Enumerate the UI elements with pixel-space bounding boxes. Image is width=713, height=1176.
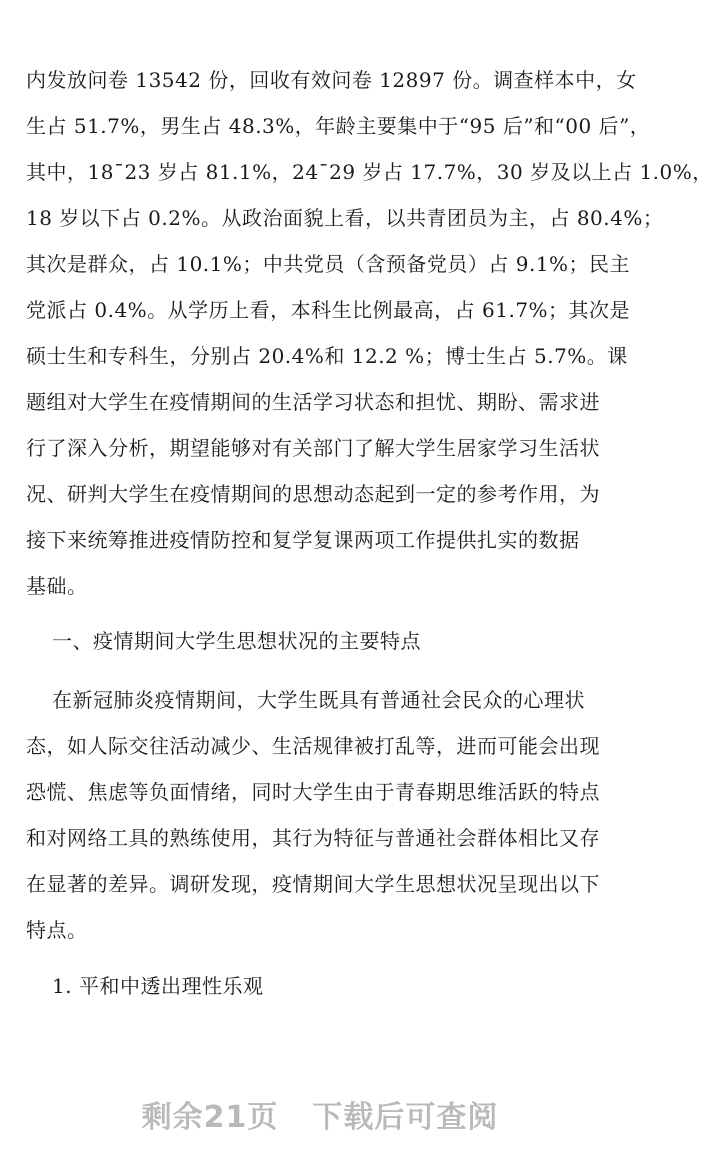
download-banner[interactable] bbox=[0, 1092, 640, 1136]
paragraph-line: 党派占 0.4%。从学历上看，本科生比例最高，占 61.7%；其次是 bbox=[26, 298, 631, 322]
paragraph-line: 基础。 bbox=[26, 574, 88, 598]
section-heading: 一、疫情期间大学生思想状况的主要特点 bbox=[52, 629, 421, 653]
paragraph-line: 态，如人际交往活动减少、生活规律被打乱等，进而可能会出现 bbox=[26, 734, 600, 758]
paragraph-line: 18 岁以下占 0.2%。从政治面貌上看，以共青团员为主，占 80.4%； bbox=[26, 206, 664, 230]
paragraph-line: 其次是群众，占 10.1%；中共党员（含预备党员）占 9.1%；民主 bbox=[26, 252, 631, 276]
paragraph-line: 和对网络工具的熟练使用，其行为特征与普通社会群体相比又存 bbox=[26, 826, 600, 850]
paragraph-line: 特点。 bbox=[26, 918, 88, 942]
paragraph-line: 恐慌、焦虑等负面情绪，同时大学生由于青春期思维活跃的特点 bbox=[26, 780, 600, 804]
paragraph-line: 其中，18¯23 岁占 81.1%，24¯29 岁占 17.7%，30 岁及以上占 1.0%， bbox=[26, 160, 713, 184]
paragraph-line: 接下来统筹推进疫情防控和复学复课两项工作提供扎实的数据 bbox=[26, 528, 580, 552]
paragraph-line: 题组对大学生在疫情期间的生活学习状态和担忧、期盼、需求进 bbox=[26, 390, 600, 414]
paragraph-line: 行了深入分析，期望能够对有关部门了解大学生居家学习生活状 bbox=[26, 436, 600, 460]
paragraph-line: 硕士生和专科生，分别占 20.4%和 12.2 %；博士生占 5.7%。课 bbox=[26, 344, 628, 368]
paragraph-line: 内发放问卷 13542 份，回收有效问卷 12897 份。调查样本中，女 bbox=[26, 68, 637, 92]
download-hint-label: 下载后可查阅 bbox=[312, 1100, 499, 1135]
paragraph-line: 在新冠肺炎疫情期间，大学生既具有普通社会民众的心理状 bbox=[52, 688, 585, 712]
subheading: 1. 平和中透出理性乐观 bbox=[52, 974, 264, 998]
paragraph-line: 生占 51.7%，男生占 48.3%，年龄主要集中于“95 后”和“00 后”， bbox=[26, 114, 651, 138]
paragraph-line: 况、研判大学生在疫情期间的思想动态起到一定的参考作用，为 bbox=[26, 482, 600, 506]
paragraph-line: 在显著的差异。调研发现，疫情期间大学生思想状况呈现出以下 bbox=[26, 872, 600, 896]
remaining-pages-label: 剩余21页 bbox=[141, 1100, 279, 1135]
